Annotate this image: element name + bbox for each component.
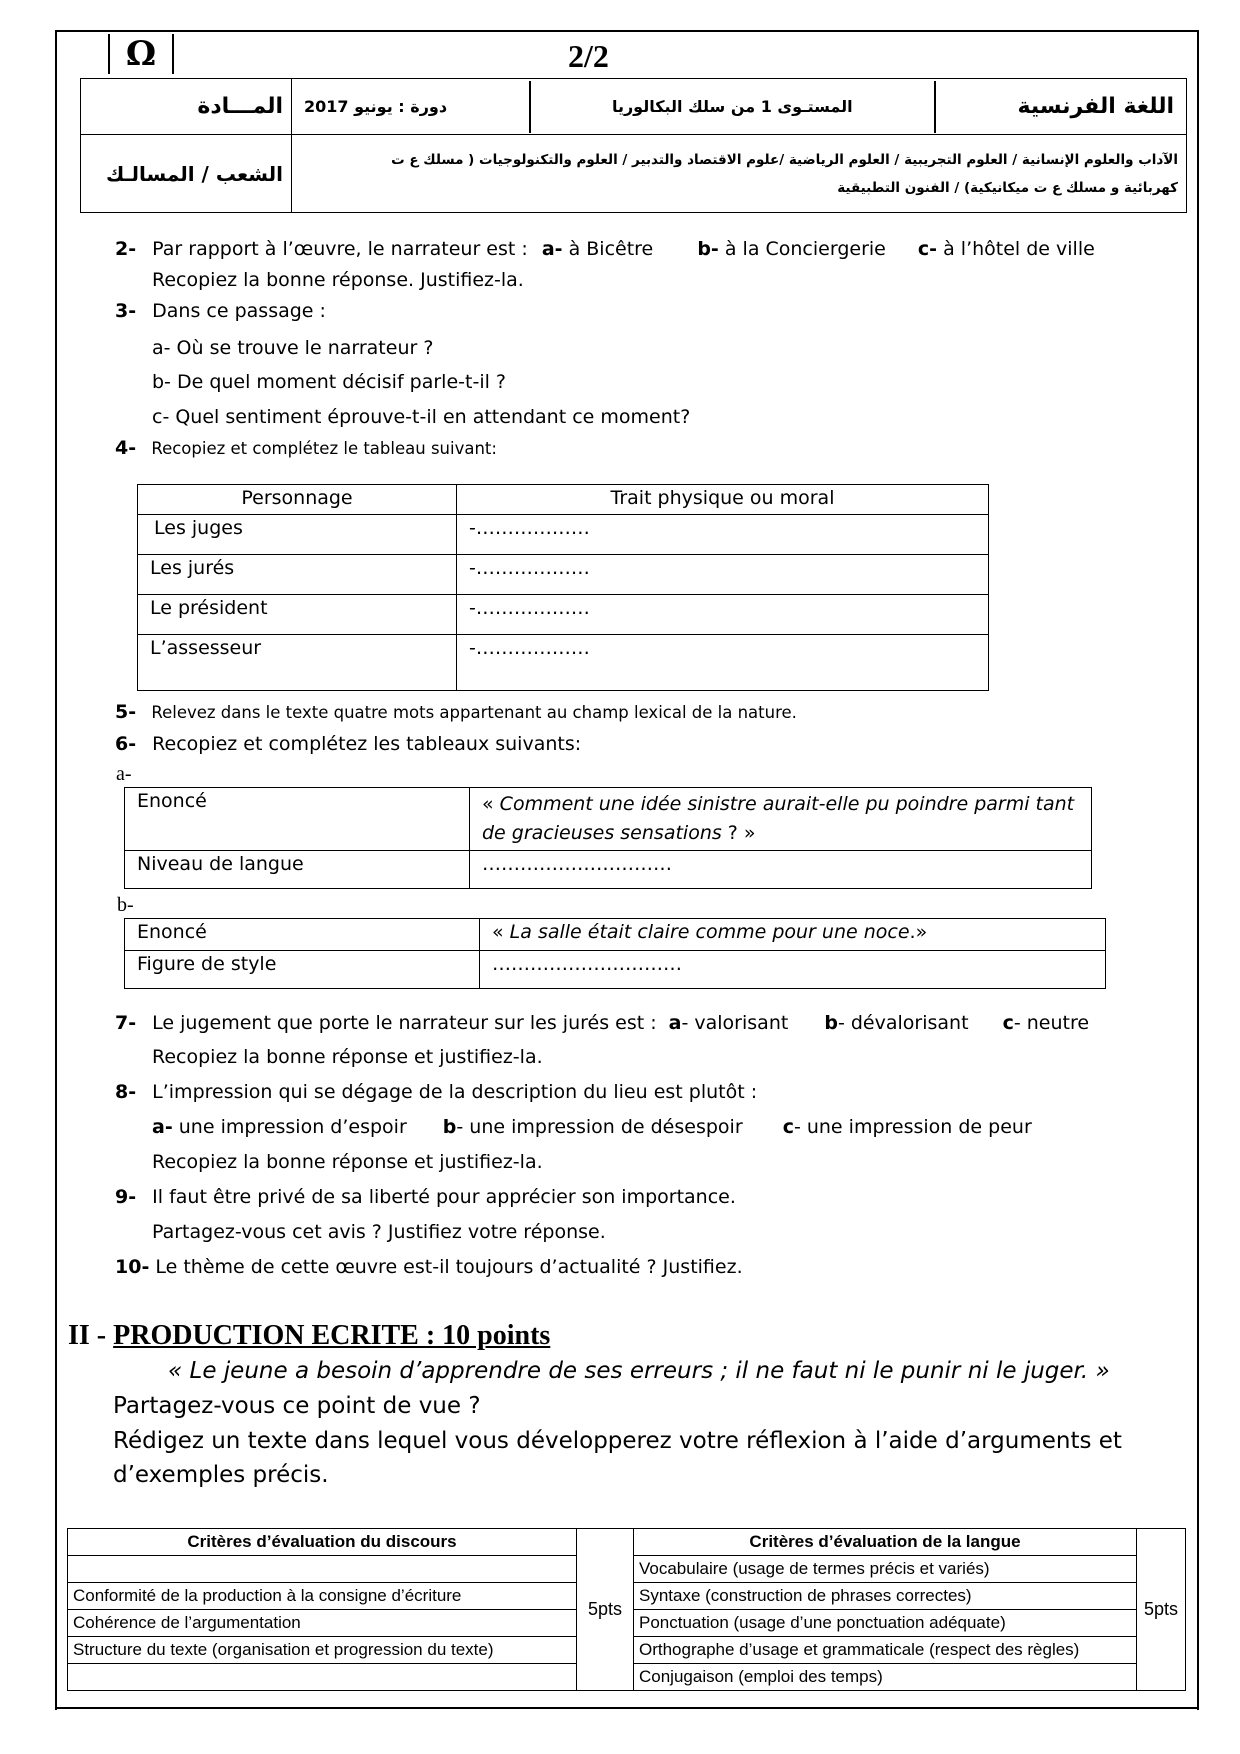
question-text: L’impression qui se dégage de la description du lieu est plutôt : (152, 1081, 758, 1103)
option-key: a (668, 1012, 682, 1034)
subject-label: المـــادة (197, 94, 283, 119)
discours-criterion: Cohérence de l’argumentation (68, 1610, 577, 1637)
subquestion-label-a: a- (116, 763, 132, 785)
subquestion-label-b: b- (117, 894, 134, 916)
table-cell: -……………… (457, 555, 989, 595)
level-text: المستـوى 1 من سلك البكالوريا (611, 97, 853, 116)
table-label: Figure de style (125, 951, 480, 989)
table-label: Niveau de langue (125, 851, 470, 889)
table-header: Personnage (138, 485, 457, 515)
production-line-1: Partagez-vous ce point de vue ? (113, 1393, 481, 1419)
question-3-b: b- De quel moment décisif parle-t-il ? (152, 371, 506, 393)
table-cell: L’assesseur (138, 635, 457, 691)
question-text: Le jugement que porte le narrateur sur les jurés est : (152, 1012, 657, 1034)
table-cell: Les jurés (138, 555, 457, 595)
question-2-instruction: Recopiez la bonne réponse. Justifiez-la. (152, 269, 524, 291)
option-key: c (1002, 1012, 1014, 1034)
enonce-text: La salle était claire comme pour une noce (509, 921, 910, 943)
evaluation-criteria-table (67, 1528, 1186, 1691)
table-cell (480, 919, 1106, 951)
omega-logo: Ω (108, 34, 174, 74)
question-text: Recopiez et complétez les tableaux suivants: (152, 733, 582, 755)
question-7-instruction: Recopiez la bonne réponse et justifiez-la. (152, 1046, 543, 1068)
table-header: Trait physique ou moral (457, 485, 989, 515)
page-frame-top (55, 30, 1199, 32)
page-frame-left (55, 30, 57, 1710)
table-6a (124, 787, 1092, 889)
discours-points: 5pts (577, 1529, 634, 1691)
production-quote: « Le jeune a besoin d’apprendre de ses erreurs ; il ne faut ni le punir ni le juger. » (168, 1358, 1110, 1384)
option-key: b- (697, 238, 719, 260)
subject-name: اللغة الفرنسية (1017, 94, 1174, 119)
discours-criterion (68, 1556, 577, 1583)
tracks-line-1: الآداب والعلوم الإنسانية / العلوم التجريبية / العلوم الرياضية /علوم الاقتصاد والتدبير / العلوم والتكنولوجيات ( مسلك ع ت (391, 151, 1178, 168)
question-2 (115, 237, 1095, 261)
characters-table (137, 484, 989, 691)
enonce-text: Comment une idée sinistre aurait-elle pu poindre parmi tant de gracieuses sensations (482, 793, 1075, 844)
question-number: 2- (115, 238, 137, 260)
divider (934, 81, 936, 133)
table-row (138, 635, 989, 691)
question-number: 4- (115, 437, 137, 459)
subject-info-cell (292, 79, 1187, 135)
quote-mark: « (482, 793, 500, 815)
question-text: Relevez dans le texte quatre mots appartenant au champ lexical de la nature. (151, 703, 797, 722)
table-row (138, 595, 989, 635)
table-6b (124, 918, 1106, 989)
table-cell: -……………… (457, 595, 989, 635)
option-key: b (824, 1012, 838, 1034)
exam-header-table (80, 78, 1187, 213)
question-10 (115, 1255, 743, 1279)
question-9 (115, 1185, 736, 1209)
langue-criterion: Vocabulaire (usage de termes précis et variés) (634, 1556, 1137, 1583)
page-frame-bottom (55, 1707, 1199, 1709)
option-key: a- (152, 1116, 173, 1138)
table-row (138, 555, 989, 595)
langue-criterion: Syntaxe (construction de phrases correctes) (634, 1583, 1137, 1610)
table-cell: -……………… (457, 635, 989, 691)
option-key: b (442, 1116, 457, 1138)
option-text: - une impression de désespoir (456, 1116, 743, 1138)
option-text: à l’hôtel de ville (937, 238, 1095, 260)
table-cell (470, 788, 1092, 851)
option-text: - valorisant (681, 1012, 789, 1034)
tracks-label-cell (81, 135, 292, 213)
question-8 (115, 1080, 757, 1104)
question-text: Recopiez et complétez le tableau suivant: (151, 439, 497, 458)
question-text: Par rapport à l’œuvre, le narrateur est : (152, 238, 528, 260)
option-key: c- (917, 238, 938, 260)
tracks-cell (292, 135, 1187, 213)
langue-criterion: Ponctuation (usage d’une ponctuation adéquate) (634, 1610, 1137, 1637)
question-9-instruction: Partagez-vous cet avis ? Justifiez votre réponse. (152, 1221, 606, 1243)
question-number: 5- (115, 701, 137, 723)
discours-criterion (68, 1664, 577, 1691)
production-line-3: d’exemples précis. (113, 1462, 329, 1488)
table-row (138, 515, 989, 555)
question-text: Dans ce passage : (152, 300, 326, 322)
option-key: a- (541, 238, 563, 260)
question-number: 3- (115, 300, 137, 322)
question-number: 9- (115, 1186, 137, 1208)
langue-title: Critères d’évaluation de la langue (634, 1529, 1137, 1556)
question-6 (115, 732, 581, 756)
option-text: - une impression de peur (793, 1116, 1032, 1138)
discours-criterion: Structure du texte (organisation et progression du texte) (68, 1637, 577, 1664)
question-text: Il faut être privé de sa liberté pour apprécier son importance. (152, 1186, 736, 1208)
table-cell: Le président (138, 595, 457, 635)
question-number: 10- (115, 1256, 150, 1278)
section-title: PRODUCTION ECRITE : 10 points (113, 1320, 551, 1351)
question-8-options (152, 1115, 1032, 1139)
question-7 (115, 1011, 1089, 1035)
table-label: Enoncé (125, 788, 470, 851)
question-number: 6- (115, 733, 137, 755)
section-prefix: II - (68, 1320, 114, 1351)
table-cell: ………………………… (480, 951, 1106, 989)
tracks-label: الشعب / المسالـك (105, 161, 283, 186)
quote-mark: .» (909, 921, 928, 943)
option-text: à Bicêtre (562, 238, 654, 260)
question-number: 7- (115, 1012, 137, 1034)
option-text: une impression d’espoir (172, 1116, 407, 1138)
option-text: - dévalorisant (837, 1012, 969, 1034)
subject-label-cell (81, 79, 292, 135)
question-3-a: a- Où se trouve le narrateur ? (152, 337, 434, 359)
page-number: 2/2 (568, 38, 609, 74)
option-key: c (782, 1116, 794, 1138)
option-text: - neutre (1013, 1012, 1090, 1034)
langue-criterion: Orthographe d’usage et grammaticale (respect des règles) (634, 1637, 1137, 1664)
langue-points: 5pts (1137, 1529, 1186, 1691)
discours-criterion: Conformité de la production à la consigne d’écriture (68, 1583, 577, 1610)
question-3 (115, 299, 326, 323)
table-label: Enoncé (125, 919, 480, 951)
table-cell: ………………………… (470, 851, 1092, 889)
option-text: à la Conciergerie (718, 238, 886, 260)
question-5 (115, 700, 797, 725)
divider (529, 81, 531, 133)
production-title (68, 1320, 550, 1352)
discours-title: Critères d’évaluation du discours (68, 1529, 577, 1556)
table-cell: -……………… (457, 515, 989, 555)
production-line-2: Rédigez un texte dans lequel vous développerez votre réflexion à l’aide d’arguments et (113, 1428, 1122, 1454)
page-frame-right (1197, 30, 1199, 1710)
question-number: 8- (115, 1081, 137, 1103)
tracks-line-2: كهربائية و مسلك ع ت ميكانيكية) / الفنون التطبيقية (837, 179, 1178, 196)
quote-mark: ? » (721, 822, 756, 844)
question-text: Le thème de cette œuvre est-il toujours d’actualité ? Justifiez. (155, 1256, 743, 1278)
quote-mark: « (492, 921, 510, 943)
langue-criterion: Conjugaison (emploi des temps) (634, 1664, 1137, 1691)
question-8-instruction: Recopiez la bonne réponse et justifiez-la. (152, 1151, 543, 1173)
table-cell: Les juges (138, 515, 457, 555)
session-text: دورة : يونيو 2017 (304, 97, 448, 116)
question-3-c: c- Quel sentiment éprouve-t-il en attendant ce moment? (152, 406, 691, 428)
question-4 (115, 436, 497, 461)
